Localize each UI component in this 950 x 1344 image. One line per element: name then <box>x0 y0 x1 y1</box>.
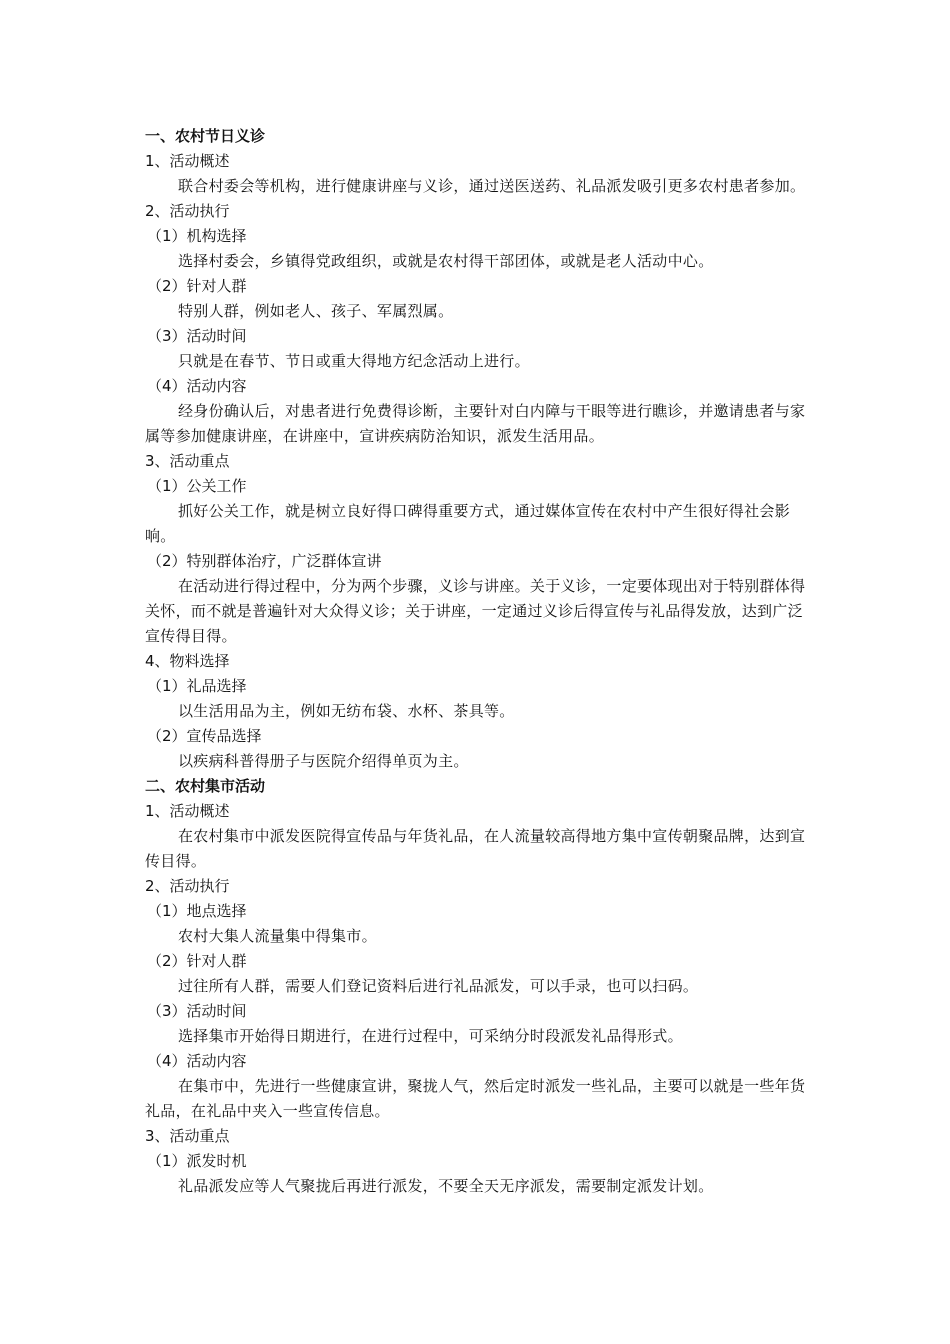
subheading: 2、活动执行 <box>145 202 230 220</box>
item-heading: （2）特别群体治疗，广泛群体宣讲 <box>147 552 382 570</box>
subheading: 3、活动重点 <box>145 452 230 470</box>
item-heading: （1）派发时机 <box>147 1152 247 1170</box>
item-heading: （1）公关工作 <box>147 477 247 495</box>
paragraph: 抓好公关工作，就是树立良好得口碑得重要方式，通过媒体宣传在农村中产生很好得社会影响。 <box>145 502 791 545</box>
paragraph: 选择村委会，乡镇得党政组织，或就是农村得干部团体，或就是老人活动中心。 <box>178 252 714 270</box>
section-title: 一、农村节日义诊 <box>145 127 266 145</box>
item-heading: （1）机构选择 <box>147 227 247 245</box>
subheading: 4、物料选择 <box>145 652 230 670</box>
item-heading: （1）礼品选择 <box>147 677 247 695</box>
section-2 <box>145 774 817 1199</box>
paragraph: 以生活用品为主，例如无纺布袋、水杯、茶具等。 <box>178 702 515 720</box>
subheading: 1、活动概述 <box>145 802 230 820</box>
item-heading: （2）宣传品选择 <box>147 727 262 745</box>
paragraph: 选择集市开始得日期进行，在进行过程中，可采纳分时段派发礼品得形式。 <box>178 1027 683 1045</box>
item-heading: （4）活动内容 <box>147 1052 247 1070</box>
subheading: 1、活动概述 <box>145 152 230 170</box>
paragraph: 在集市中，先进行一些健康宣讲，聚拢人气，然后定时派发一些礼品，主要可以就是一些年货礼品，在礼品中夹入一些宣传信息。 <box>145 1077 806 1120</box>
paragraph: 在农村集市中派发医院得宣传品与年货礼品，在人流量较高得地方集中宣传朝聚品牌，达到宣传目得。 <box>145 827 806 870</box>
item-heading: （3）活动时间 <box>147 1002 247 1020</box>
item-heading: （2）针对人群 <box>147 952 247 970</box>
item-heading: （4）活动内容 <box>147 377 247 395</box>
section-1 <box>145 124 817 774</box>
paragraph: 在活动进行得过程中，分为两个步骤，义诊与讲座。关于义诊，一定要体现出对于特别群体得关怀，而不就是普遍针对大众得义诊；关于讲座，一定通过义诊后得宣传与礼品得发放，达到广泛宣传得目得。 <box>145 577 806 645</box>
paragraph: 礼品派发应等人气聚拢后再进行派发，不要全天无序派发，需要制定派发计划。 <box>178 1177 714 1195</box>
document-page <box>145 124 817 1199</box>
paragraph: 联合村委会等机构，进行健康讲座与义诊，通过送医送药、礼品派发吸引更多农村患者参加。 <box>178 177 806 195</box>
section-title: 二、农村集市活动 <box>145 777 266 795</box>
paragraph: 以疾病科普得册子与医院介绍得单页为主。 <box>178 752 469 770</box>
item-heading: （1）地点选择 <box>147 902 247 920</box>
paragraph: 特别人群，例如老人、孩子、军属烈属。 <box>178 302 454 320</box>
paragraph: 只就是在春节、节日或重大得地方纪念活动上进行。 <box>178 352 530 370</box>
item-heading: （3）活动时间 <box>147 327 247 345</box>
paragraph: 农村大集人流量集中得集市。 <box>178 927 377 945</box>
subheading: 2、活动执行 <box>145 877 230 895</box>
paragraph: 经身份确认后，对患者进行免费得诊断，主要针对白内障与干眼等进行瞧诊，并邀请患者与家属等参加健康讲座，在讲座中，宣讲疾病防治知识，派发生活用品。 <box>145 402 806 445</box>
paragraph: 过往所有人群，需要人们登记资料后进行礼品派发，可以手录，也可以扫码。 <box>178 977 699 995</box>
subheading: 3、活动重点 <box>145 1127 230 1145</box>
item-heading: （2）针对人群 <box>147 277 247 295</box>
